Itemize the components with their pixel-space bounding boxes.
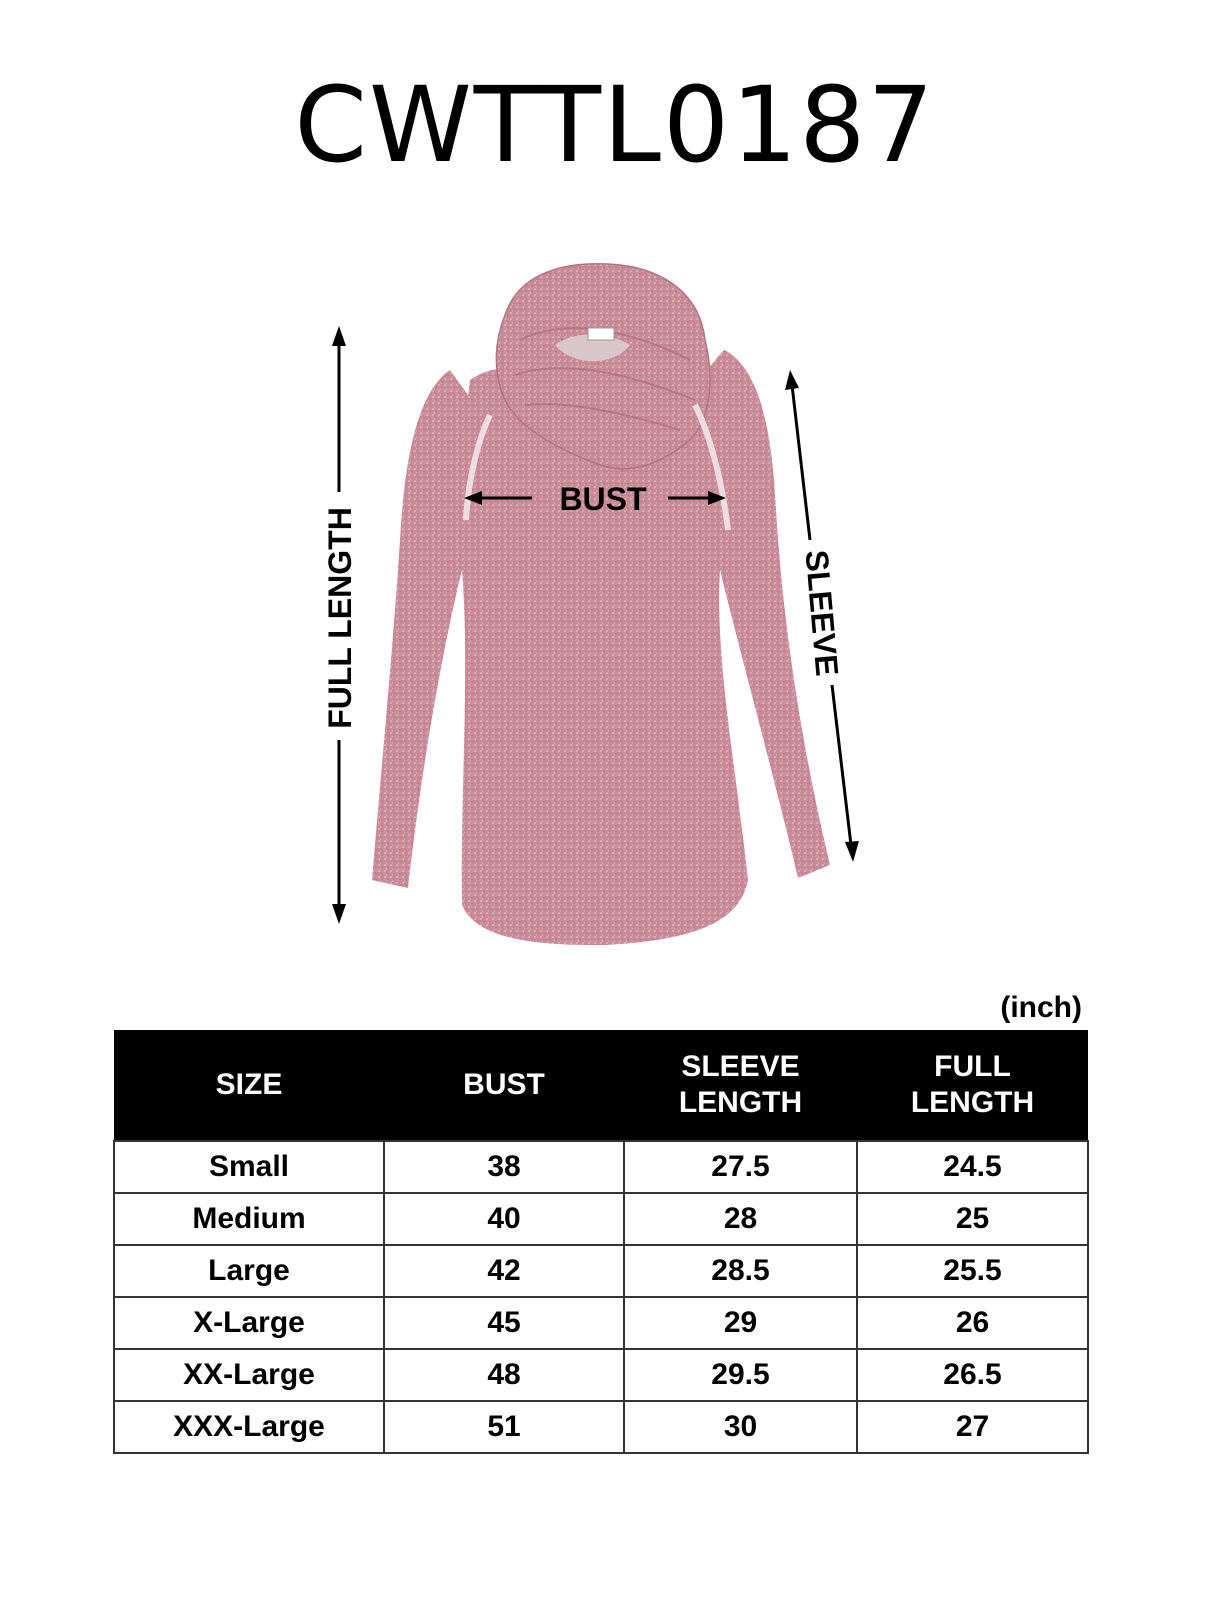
full-length-arrow xyxy=(322,326,358,924)
cell-sleeve: 29.5 xyxy=(624,1349,857,1401)
header-bust: BUST xyxy=(384,1030,624,1141)
table-row xyxy=(114,1193,1088,1245)
cell-full: 27 xyxy=(857,1401,1088,1453)
cell-size: Small xyxy=(114,1141,384,1193)
table-row xyxy=(114,1245,1088,1297)
cell-size: XX-Large xyxy=(114,1349,384,1401)
header-full-line2: LENGTH xyxy=(910,1086,1035,1119)
header-sleeve-line1: SLEEVE xyxy=(681,1050,800,1083)
header-full-line1: FULL xyxy=(934,1050,1011,1083)
header-sleeve-length xyxy=(624,1030,857,1141)
cell-full: 26 xyxy=(857,1297,1088,1349)
cell-bust: 45 xyxy=(384,1297,624,1349)
cell-bust: 51 xyxy=(384,1401,624,1453)
full-length-label: FULL LENGTH xyxy=(322,507,358,729)
unit-label: (inch) xyxy=(1000,991,1082,1024)
cell-full: 24.5 xyxy=(857,1141,1088,1193)
cell-full: 25.5 xyxy=(857,1245,1088,1297)
garment-illustration xyxy=(0,240,1230,980)
header-full-length xyxy=(857,1030,1088,1141)
cell-full: 25 xyxy=(857,1193,1088,1245)
cell-sleeve: 28 xyxy=(624,1193,857,1245)
header-sleeve-line2: LENGTH xyxy=(678,1086,803,1119)
cell-full: 26.5 xyxy=(857,1349,1088,1401)
cell-size: XXX-Large xyxy=(114,1401,384,1453)
table-header-row xyxy=(114,1030,1088,1141)
cell-sleeve: 28.5 xyxy=(624,1245,857,1297)
cell-size: Large xyxy=(114,1245,384,1297)
cell-sleeve: 29 xyxy=(624,1297,857,1349)
size-chart-table xyxy=(113,1030,1089,1454)
cell-sleeve: 27.5 xyxy=(624,1141,857,1193)
bust-label: BUST xyxy=(559,481,647,517)
table-row xyxy=(114,1349,1088,1401)
cell-bust: 42 xyxy=(384,1245,624,1297)
garment-tag xyxy=(588,328,614,340)
sleeve-label: SLEEVE xyxy=(798,548,846,678)
cell-size: Medium xyxy=(114,1193,384,1245)
table-row xyxy=(114,1297,1088,1349)
product-code-title: CWTTL0187 xyxy=(294,64,936,186)
table-row xyxy=(114,1141,1088,1193)
cell-bust: 38 xyxy=(384,1141,624,1193)
cell-sleeve: 30 xyxy=(624,1401,857,1453)
measurement-diagram xyxy=(0,240,1230,980)
table-row xyxy=(114,1401,1088,1453)
cell-size: X-Large xyxy=(114,1297,384,1349)
cell-bust: 40 xyxy=(384,1193,624,1245)
header-size: SIZE xyxy=(114,1030,384,1141)
cell-bust: 48 xyxy=(384,1349,624,1401)
